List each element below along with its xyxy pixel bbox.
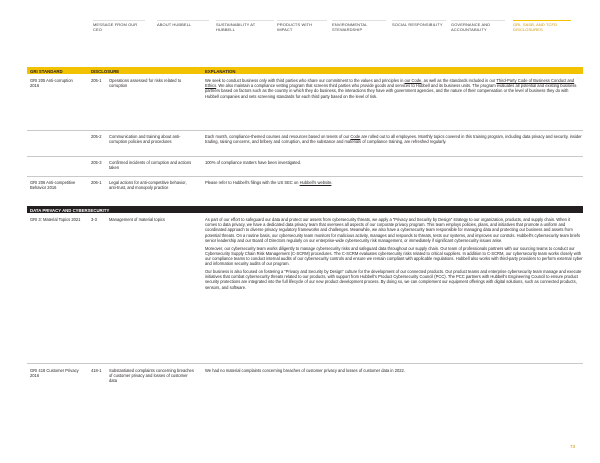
- row-206-1-explanation: [205, 180, 583, 185]
- third-party-code-link[interactable]: Third-Party Code of Business Conduct and Ethics: [205, 78, 575, 89]
- text: Please refer to Hubbell’s filings with the US SEC on: [205, 180, 300, 185]
- nav-rule: [277, 20, 327, 21]
- row-divider: [27, 176, 583, 177]
- header-disclosure: DISCLOSURE: [91, 68, 120, 74]
- row-3-3-disclosure: Management of material topics: [109, 217, 165, 222]
- row-205-1-code: 205-1: [91, 78, 102, 83]
- page-number: 73: [570, 444, 576, 449]
- row-206-1-code: 206-1: [91, 180, 102, 185]
- row-206-1-disclosure: Legal actions for anti-competitive behavior, anti-trust, and monopoly practice: [109, 180, 187, 191]
- text: .: [331, 180, 333, 185]
- paragraph: Moreover, our cybersecurity team works diligently to manage cybersecurity risks and safeguard data throughout our supply chain. Our team of professionals partners with our sourcing teams to conduct our Cybersecurity Supply Chain Risk Management (C-SCRM) procedures. The C-SCRM evaluates cybersecurity risks related to critical suppliers. In addition to C-SCRM, our cybersecurity team works closely with our compliance teams to conduct internal audits of our cybersecurity controls and ensure we remain compliant with applicable regulations. Hubbell also works with third-party providers to perform external cyber and information security audits of our program.: [205, 245, 583, 267]
- row-3-3-explanation: [205, 217, 583, 292]
- code-link[interactable]: Code: [350, 134, 361, 139]
- paragraph: Our business is also focused on fostering a “Privacy and Security by Design” culture for the development of our connected products. Our product teams and enterprise cybersecurity team manage and execute initiatives that combat cybersecurity threats related to our products, with support from Hubbell’s Product Cybersecurity Council (PCC). The PCC partners with Hubbell’s Engineering Council to ensure product security protections are integrated into the full lifecycle of our new product development process. By doing so, we can complement our equipment offerings with digital solutions, such as connected products, sensors, and software.: [205, 269, 582, 290]
- nav-item-governance[interactable]: GOVERNANCE AND ACCOUNTABILITY: [451, 22, 491, 32]
- text: , as well as the standards included in our: [421, 78, 497, 83]
- nav-item-environmental[interactable]: ENVIRONMENTAL STEWARDSHIP: [332, 22, 368, 32]
- section-title: DATA PRIVACY AND CYBERSECURITY: [30, 207, 110, 213]
- row-205-2-code: 205-2: [91, 134, 102, 139]
- row-divider: [27, 363, 583, 364]
- paragraph: As part of our effort to safeguard our data and protect our assets from cybersecurity threats, we apply a “Privacy and Security by Design” strategy to our organization, products, and supply chain. When it comes to data privacy, we have a dedicated data privacy team that oversees all aspects of our corporate privacy program. This team employs policies, plans, and initiatives that promote a uniform and coordinated approach to diverse privacy regulatory frameworks and challenges. Meanwhile, we also have a cybersecurity team responsible for managing data and protecting our business and assets from potential threats. On a routine basis, our cybersecurity team monitors for malicious activity, manages and responds to threats, tests our systems, and improves our controls. Hubbell’s cybersecurity team briefs senior leadership and our Board of Directors regularly on our enterprise-wide cybersecurity risk management, or immediately if significant cybersecurity issues arise.: [205, 217, 581, 243]
- nav-rule: [157, 20, 209, 21]
- row-206-1-standard: GRI 206 Anti-competitive Behavior 2016: [30, 180, 76, 191]
- nav-item-sustainability[interactable]: SUSTAINABILITY AT HUBBELL: [216, 22, 256, 32]
- nav-rule: [451, 20, 505, 21]
- text: . We also maintain a compliance vetting program that screens third parties who provide goods and services to Hubbell and its business units. The program evaluates all potential and existing business partners based on factors such as the country in which they do business, the interactions they have with government agencies, and the nature of their compensation or the level of business they do with Hubbell companies and sets screening standards for each third party based on the level of risk.: [205, 83, 577, 99]
- row-418-1-explanation: We had no material complaints concerning breaches of customer privacy and losses of customer data in 2022.: [205, 368, 405, 373]
- row-205-1-explanation: [205, 78, 583, 99]
- nav-item-products[interactable]: PRODUCTS WITH IMPACT: [277, 22, 313, 32]
- hubbell-website-link[interactable]: Hubbell’s website: [299, 180, 332, 185]
- top-navigation: [0, 0, 600, 36]
- table-header: [27, 67, 583, 74]
- nav-item-social[interactable]: SOCIAL RESPONSIBILITY: [392, 22, 443, 27]
- row-205-3-disclosure: Confirmed incidents of corruption and actions taken: [109, 160, 192, 171]
- row-205-1-standard: GRI 205 Anti-corruption 2016: [30, 78, 73, 89]
- row-418-1-code: 418-1: [91, 368, 102, 373]
- row-divider: [27, 156, 583, 157]
- text: We seek to conduct business only with third parties who share our commitment to the values and principles in: [205, 78, 405, 83]
- row-205-1-disclosure: Operations assessed for risks related to corruption: [109, 78, 182, 89]
- row-3-3-standard: GRI 3: Material Topics 2021: [30, 217, 81, 222]
- nav-rule: [392, 20, 446, 21]
- row-205-2-explanation: [205, 134, 583, 144]
- text: are rolled out to all employees. Monthly topics covered in this training program, including data privacy and security, insider trading, raising concerns, and bribery and corruption, and the substance and materials of compliance training, are refreshed regularly.: [205, 134, 582, 145]
- nav-item-disclosures[interactable]: GRI, SASB, AND TCFD DISCLOSURES: [513, 22, 558, 32]
- nav-item-ceo-message[interactable]: MESSAGE FROM OUR CEO: [93, 22, 138, 32]
- row-205-3-code: 205-3: [91, 160, 102, 165]
- row-3-3-code: 3-3: [91, 217, 97, 222]
- section-header: [27, 206, 583, 213]
- nav-rule: [216, 20, 274, 21]
- nav-rule-active: [513, 20, 571, 21]
- nav-item-about[interactable]: ABOUT HUBBELL: [157, 22, 192, 27]
- nav-rule: [332, 20, 386, 21]
- row-divider: [27, 130, 583, 131]
- header-standard: GRI STANDARD: [30, 68, 63, 74]
- row-205-2-disclosure: Communication and training about anti-corruption policies and procedures: [109, 134, 181, 145]
- header-explanation: EXPLANATION: [205, 68, 236, 74]
- text: Each month, compliance-themed courses and resources based on tenets of our: [205, 134, 351, 139]
- row-418-1-disclosure: Substantiated complaints concerning breaches of customer privacy and losses of customer data: [109, 368, 194, 384]
- row-418-1-standard: GRI 418 Customer Privacy 2016: [30, 368, 79, 379]
- nav-rule: [93, 20, 145, 21]
- row-205-3-explanation: 100% of compliance matters have been investigated.: [205, 160, 302, 165]
- our-code-link[interactable]: our Code: [404, 78, 422, 83]
